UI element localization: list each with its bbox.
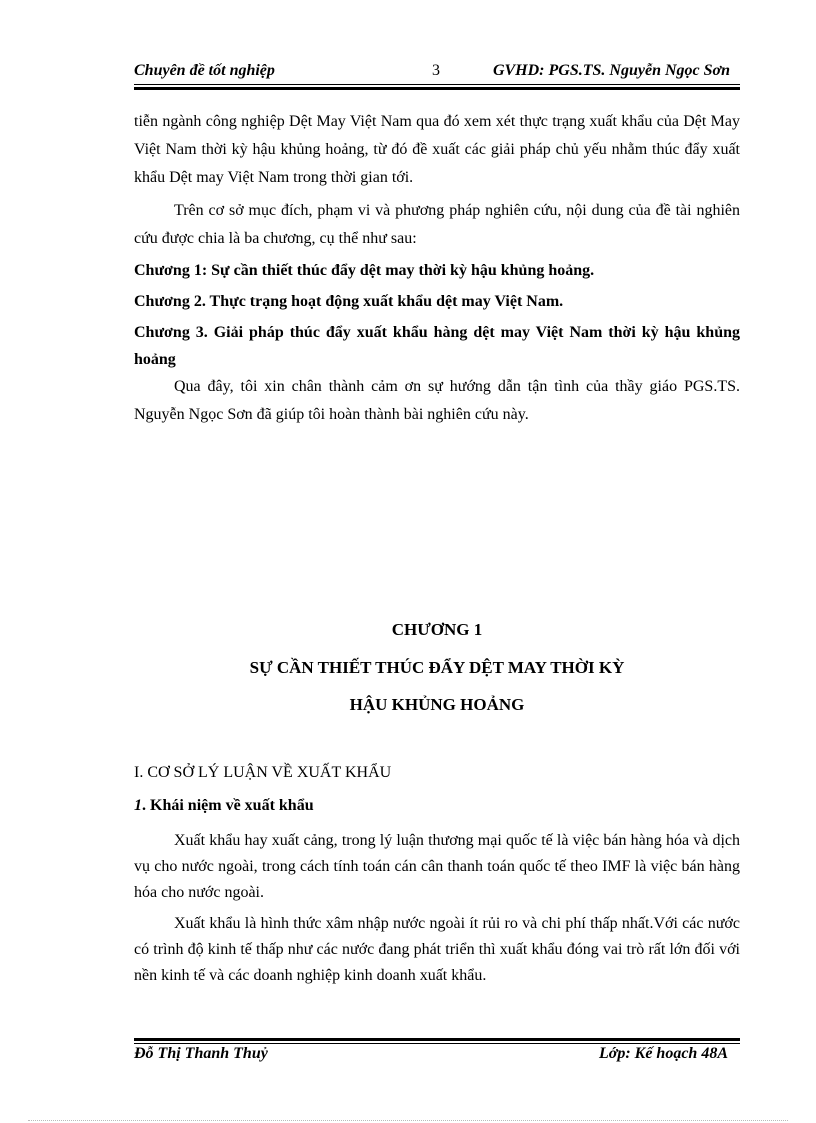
chapter-number: CHƯƠNG 1	[391, 620, 483, 639]
subsection-number: 1	[134, 797, 142, 814]
footer-class: Lớp: Kế hoạch 48A	[598, 1045, 728, 1062]
header-page-number: 3	[432, 62, 440, 79]
header-rule-thick	[134, 87, 740, 90]
role-paragraph: Xuất khẩu là hình thức xâm nhập nước ngoài ít rủi ro và chi phí thấp nhất.Với các nước có trình độ kinh tế thấp như các nước đang phát triển thì xuất khẩu đóng vai trò rất lớn đối với nền kinh tế và các doanh nghiệp kinh doanh xuất khẩu.	[134, 915, 740, 984]
chapter-plan-1: Chương 1: Sự cần thiết thúc đẩy dệt may thời kỳ hậu khủng hoảng.	[134, 262, 595, 279]
chapter-plan-3: Chương 3. Giải pháp thúc đẩy xuất khẩu hàng dệt may Việt Nam thời kỳ hậu khủng hoảng	[134, 324, 740, 368]
intro-section	[134, 108, 740, 429]
page-edge-divider	[28, 1120, 788, 1121]
footer-author: Đỗ Thị Thanh Thuỷ	[134, 1045, 268, 1062]
header-thesis-type: Chuyên đề tốt nghiệp	[134, 62, 275, 79]
page-header	[134, 58, 740, 84]
section-heading: I. CƠ SỞ LÝ LUẬN VỀ XUẤT KHẨU	[134, 764, 392, 781]
definition-paragraph: Xuất khẩu hay xuất cảng, trong lý luận thương mại quốc tế là việc bán hàng hóa và dịch vụ cho nước ngoài, trong cách tính toán cán cân thanh toán quốc tế theo IMF là việc bán hàng hóa cho nước ngoài.	[134, 832, 740, 901]
intro-paragraph-1: tiễn ngành công nghiệp Dệt May Việt Nam qua đó xem xét thực trạng xuất khẩu của Dệt May Việt Nam thời kỳ hậu khủng hoảng, từ đó đề xuất các giải pháp chủ yếu nhằm thúc đẩy xuất khẩu Dệt may Việt Nam trong thời gian tới.	[134, 113, 740, 186]
chapter-plan-2: Chương 2. Thực trạng hoạt động xuất khẩu dệt may Việt Nam.	[134, 293, 564, 310]
intro-paragraph-2: Trên cơ sở mục đích, phạm vi và phương pháp nghiên cứu, nội dung của đề tài nghiên cứu được chia là ba chương, cụ thể như sau:	[134, 202, 740, 247]
page-footer	[134, 1045, 740, 1069]
chapter-title-line-2: HẬU KHỦNG HOẢNG	[349, 695, 525, 714]
section-body	[134, 828, 740, 989]
header-rule-thin	[134, 84, 740, 85]
acknowledgement-paragraph: Qua đây, tôi xin chân thành cảm ơn sự hướng dẫn tận tình của thầy giáo PGS.TS. Nguyễn Ngọc Sơn đã giúp tôi hoàn thành bài nghiên cứu này.	[134, 378, 740, 423]
header-supervisor: GVHD: PGS.TS. Nguyễn Ngọc Sơn	[492, 62, 730, 79]
footer-rule-thick	[134, 1038, 740, 1041]
footer-rule-thin	[134, 1043, 740, 1044]
subsection-title: . Khái niệm về xuất khẩu	[142, 797, 314, 814]
chapter-title-line-1: SỰ CẦN THIẾT THÚC ĐẨY DỆT MAY THỜI KỲ	[249, 658, 625, 677]
subsection-heading	[134, 797, 314, 815]
